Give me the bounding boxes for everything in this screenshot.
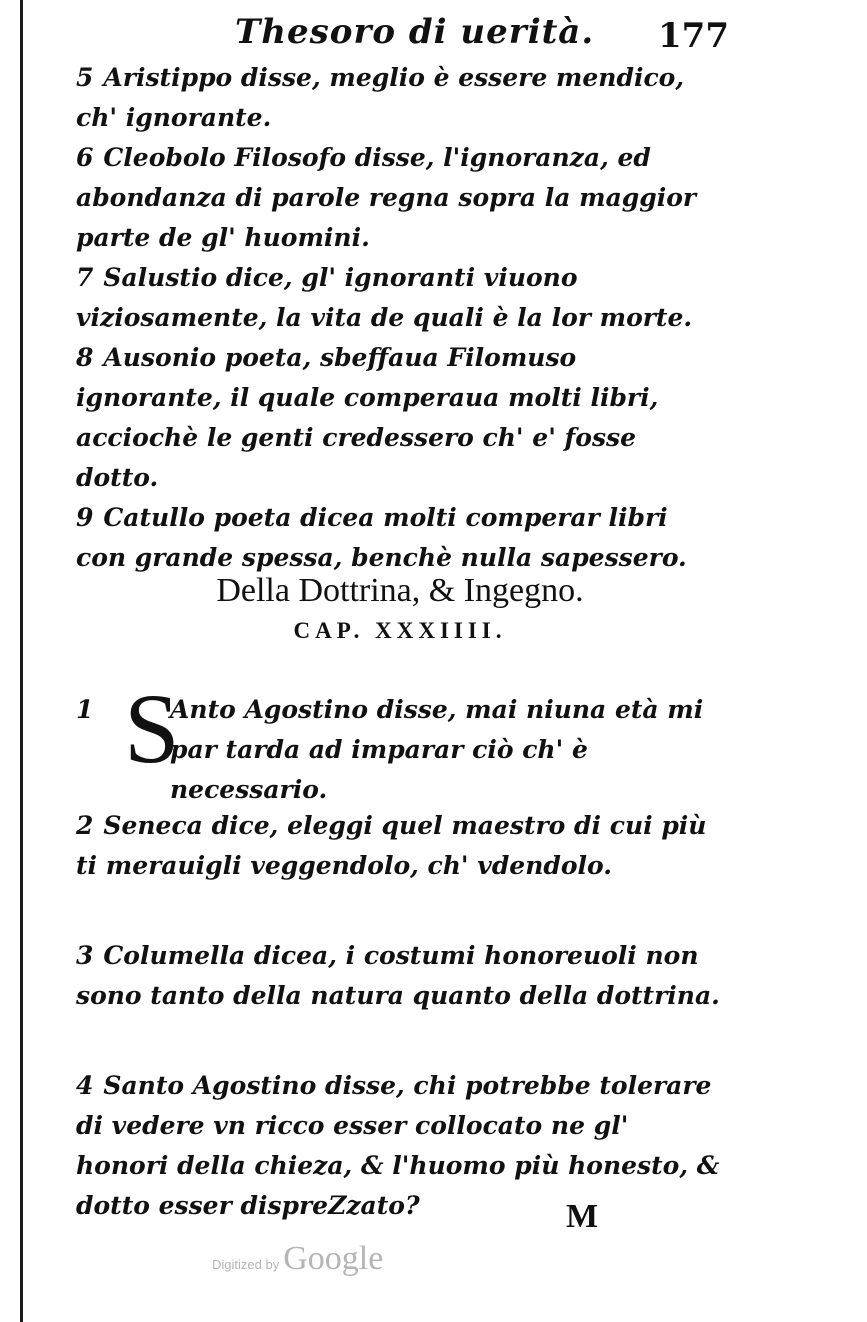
entry-3 [76,936,726,1016]
running-head: Thesoro di uerità. [235,12,595,52]
drop-cap-initial: S [124,673,180,784]
entry-text: Salustio dice, gl' ignoranti viuono viziosamente, la vita de quali è la lor morte. [76,263,693,332]
chapter-number: CAP. XXXIIII. [293,618,507,643]
entry-number: 6 [76,143,94,172]
entry-2 [76,806,726,886]
entries-previous-chapter [76,58,726,578]
entry-text: Seneca dice, eleggi quel maestro di cui più ti merauigli veggendolo, ch' vdendolo. [76,811,707,880]
entry-text: Columella dicea, i costumi honoreuoli non sono tanto della natura quanto della dottrina. [76,941,720,1010]
entry-number: 4 [76,1071,94,1100]
entry-text: Ausonio poeta, sbeffaua Filomuso ignorante, il quale comperaua molti libri, acciochè le genti credessero ch' e' fosse dotto. [76,343,659,492]
entry-text: Anto Agostino disse, mai niuna età mi par tarda ad imparar ciò ch' è necessario. [170,695,704,804]
entry-text: Santo Agostino disse, chi potrebbe tolerare di vedere vn ricco esser collocato ne gl' honori della chieza, & l'huomo più honesto, & dotto esser dispreZzato? [76,1071,720,1220]
chapter-title: Della Dottrina, & Ingegno. [216,572,584,609]
entry-number: 1 [76,695,94,724]
binding-edge-line [20,0,23,1322]
digitized-watermark [212,1240,383,1278]
entries-chapter-34 [76,806,726,1276]
entry-6 [76,138,726,258]
entry-number: 5 [76,63,94,92]
entry-5 [76,58,726,138]
watermark-brand: Google [283,1240,384,1277]
signature-mark: M [566,1198,599,1235]
watermark-prefix: Digitized by [212,1257,280,1272]
entry-number: 3 [76,941,94,970]
entry-7 [76,258,726,338]
entry-4 [76,1066,726,1226]
entry-number: 8 [76,343,94,372]
entry-number: 7 [76,263,94,292]
entry-text: Catullo poeta dicea molti comperar libri con grande spessa, benchè nulla sapessero. [76,503,687,572]
page-number: 177 [658,16,729,56]
entry-9 [76,498,726,578]
entry-1 [76,673,726,810]
entry-text: Aristippo disse, meglio è essere mendico, ch' ignorante. [76,63,685,132]
entry-text: Cleobolo Filosofo disse, l'ignoranza, ed abondanza di parole regna sopra la maggior parte de gl' huomini. [76,143,697,252]
entry-8 [76,338,726,498]
entry-number: 2 [76,811,94,840]
entry-number: 9 [76,503,94,532]
